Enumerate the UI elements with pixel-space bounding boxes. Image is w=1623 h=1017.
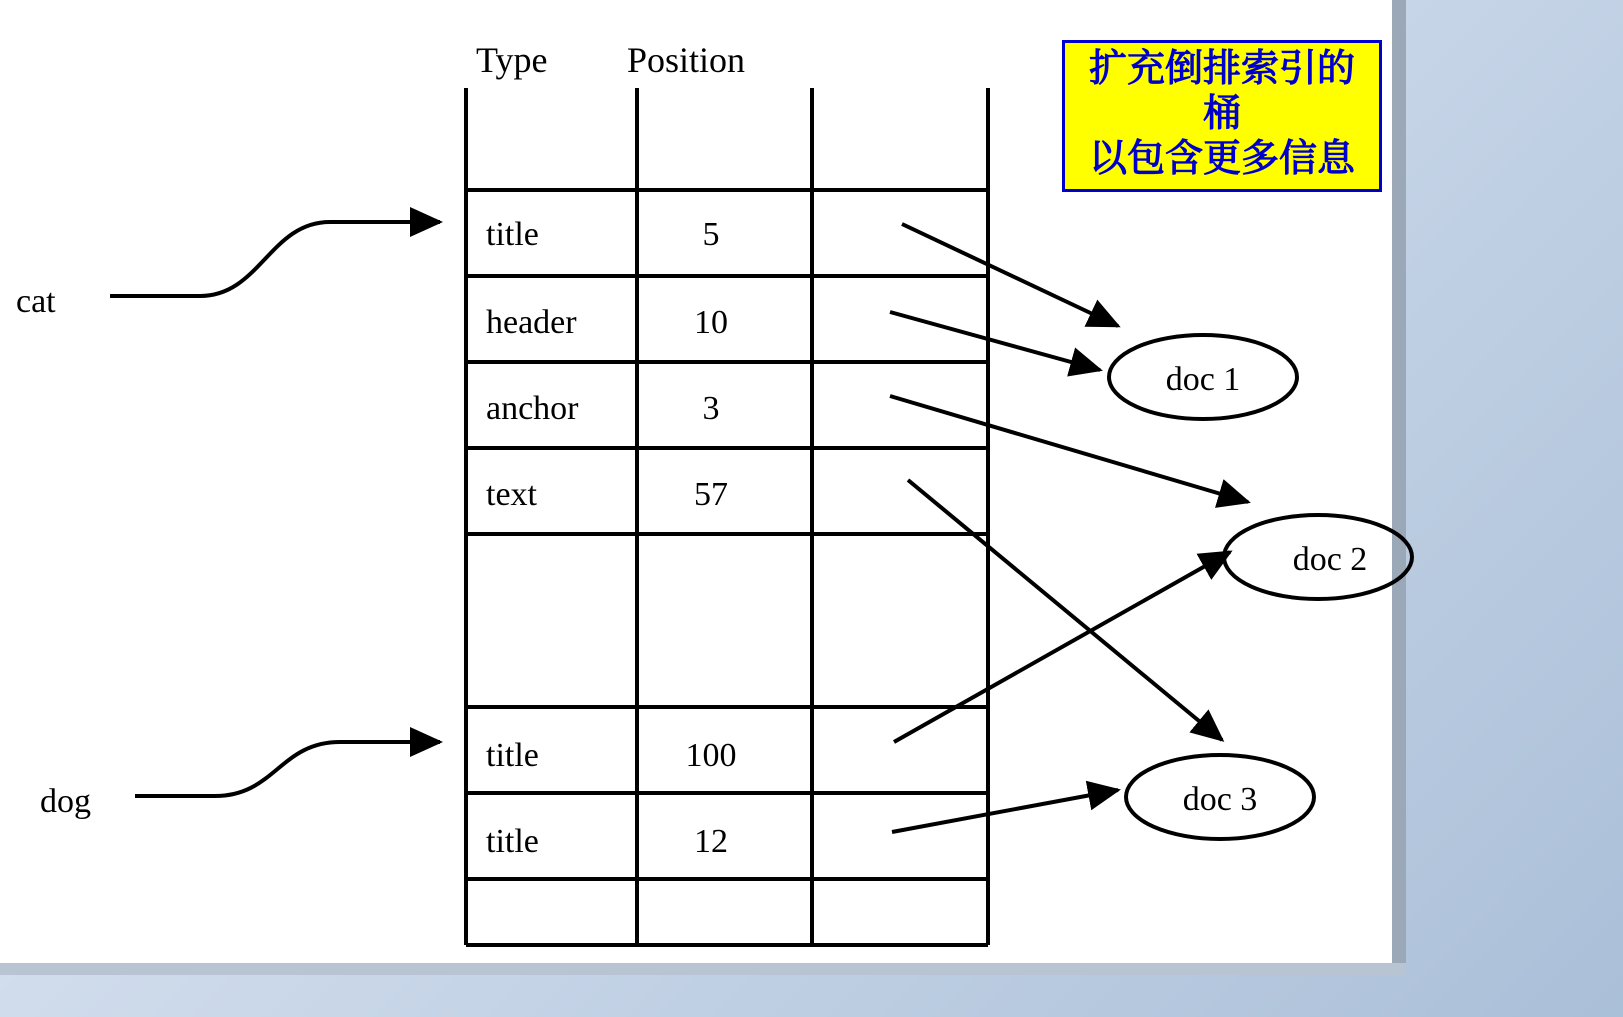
cell-type-5: title [486,737,539,774]
pointer-dog [135,742,440,796]
callout-line-2: 以包含更多信息 [1088,137,1355,180]
column-header-type: Type [476,40,548,80]
cell-position-6: 12 [694,823,728,860]
doc-label-3: doc 3 [1182,781,1258,818]
callout-line-1: 扩充倒排索引的桶 [1088,48,1355,135]
arrow-row5-to-doc2 [894,552,1230,742]
cell-type-1: header [486,304,577,341]
arrow-row3-to-doc3 [908,480,1222,740]
cell-type-0: title [486,216,539,253]
doc-label-2: doc 2 [1292,541,1368,578]
doc-label-1: doc 1 [1165,361,1241,398]
term-label-cat: cat [16,283,56,320]
cell-position-0: 5 [702,216,720,253]
cell-position-3: 57 [694,476,728,513]
column-header-position: Position [627,40,746,80]
term-label-dog: dog [40,783,91,820]
arrow-row6-to-doc3 [892,790,1118,832]
callout-box [1062,40,1382,192]
cell-position-5: 100 [685,737,737,774]
cell-type-6: title [486,823,539,860]
cell-position-1: 10 [694,304,728,341]
pointer-cat [110,222,440,296]
cell-type-3: text [486,476,537,513]
cell-position-2: 3 [702,390,720,427]
cell-type-2: anchor [486,390,579,427]
